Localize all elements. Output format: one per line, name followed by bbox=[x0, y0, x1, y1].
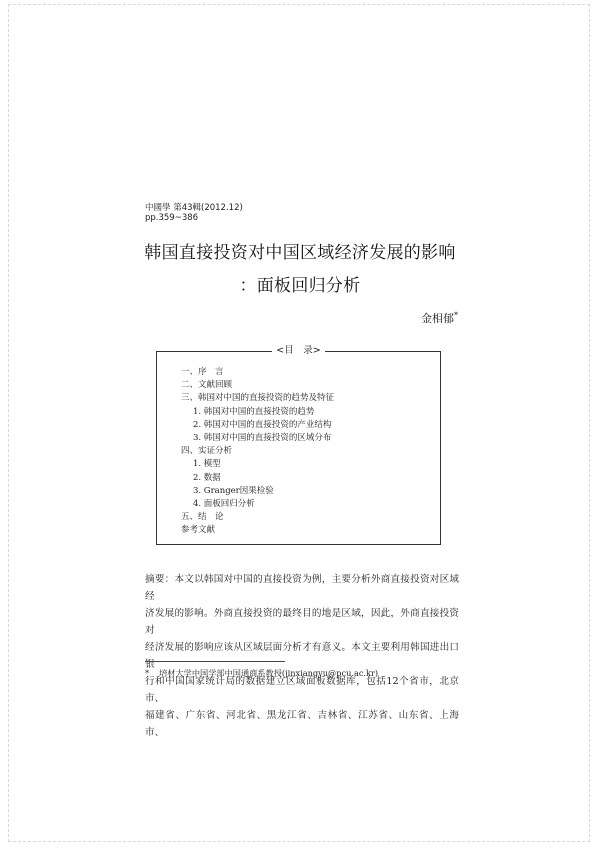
toc-item: 4. 面板回归分析 bbox=[193, 499, 255, 510]
toc-item: 二、文献回顾 bbox=[181, 380, 233, 391]
footnote-text: 培材大学中国学部中国通商系教授(jinxiangyu@pcu.ac.kr) bbox=[159, 668, 379, 678]
author-footnote-mark: * bbox=[454, 310, 458, 320]
toc-item: 3. 韩国对中国的直接投资的区域分布 bbox=[193, 433, 332, 444]
paper-title-line1: 韩国直接投资对中国区域经济发展的影响 bbox=[144, 243, 456, 263]
paper-title-line2: ：面板回归分析 bbox=[239, 276, 361, 296]
toc-item: 1. 模型 bbox=[193, 459, 221, 470]
table-of-contents bbox=[156, 345, 441, 545]
abstract-line: 经济发展的影响应该从区域层面分析才有意义。本文主要利用韩国进出口银 bbox=[145, 642, 459, 670]
abstract-line: 济发展的影响。外商直接投资的最终目的地是区域，因此，外商直接投资对 bbox=[145, 608, 459, 636]
toc-item: 四、实证分析 bbox=[181, 446, 233, 457]
abstract bbox=[145, 571, 459, 741]
toc-item: 3. Granger因果检验 bbox=[193, 485, 274, 496]
footnote-rule bbox=[145, 661, 285, 662]
toc-item: 2. 韩国对中国的直接投资的产业结构 bbox=[193, 419, 332, 430]
toc-item: 三、韩国对中国的直接投资的趋势及特征 bbox=[181, 393, 335, 404]
toc-item: 五、结 论 bbox=[181, 512, 224, 523]
abstract-line: 行和中国国家统计局的数据建立区域面板数据库，包括12个省市，北京市、 bbox=[145, 676, 459, 704]
abstract-line: 福建省、广东省、河北省、黑龙江省、吉林省、江苏省、山东省、上海市、 bbox=[145, 710, 459, 738]
footnote bbox=[145, 667, 378, 679]
toc-heading bbox=[157, 344, 440, 358]
author-name: 金相郁 bbox=[421, 312, 454, 325]
journal-issue: 中國學 第43輯(2012.12) bbox=[145, 203, 243, 213]
toc-item: 2. 数据 bbox=[193, 472, 221, 483]
toc-heading-text: <目 录> bbox=[272, 345, 324, 356]
toc-item: 参考文献 bbox=[181, 525, 216, 536]
journal-info bbox=[145, 203, 243, 223]
toc-item: 1. 韩国对中国的直接投资的趋势 bbox=[193, 406, 315, 417]
toc-item: 一、序 言 bbox=[181, 367, 224, 377]
abstract-line: 摘要：本文以韩国对中国的直接投资为例，主要分析外商直接投资对区域经 bbox=[145, 574, 459, 602]
author bbox=[421, 310, 458, 326]
footnote-mark: * bbox=[145, 668, 150, 678]
toc-list bbox=[181, 366, 334, 538]
journal-pages: pp.359~386 bbox=[145, 213, 199, 223]
